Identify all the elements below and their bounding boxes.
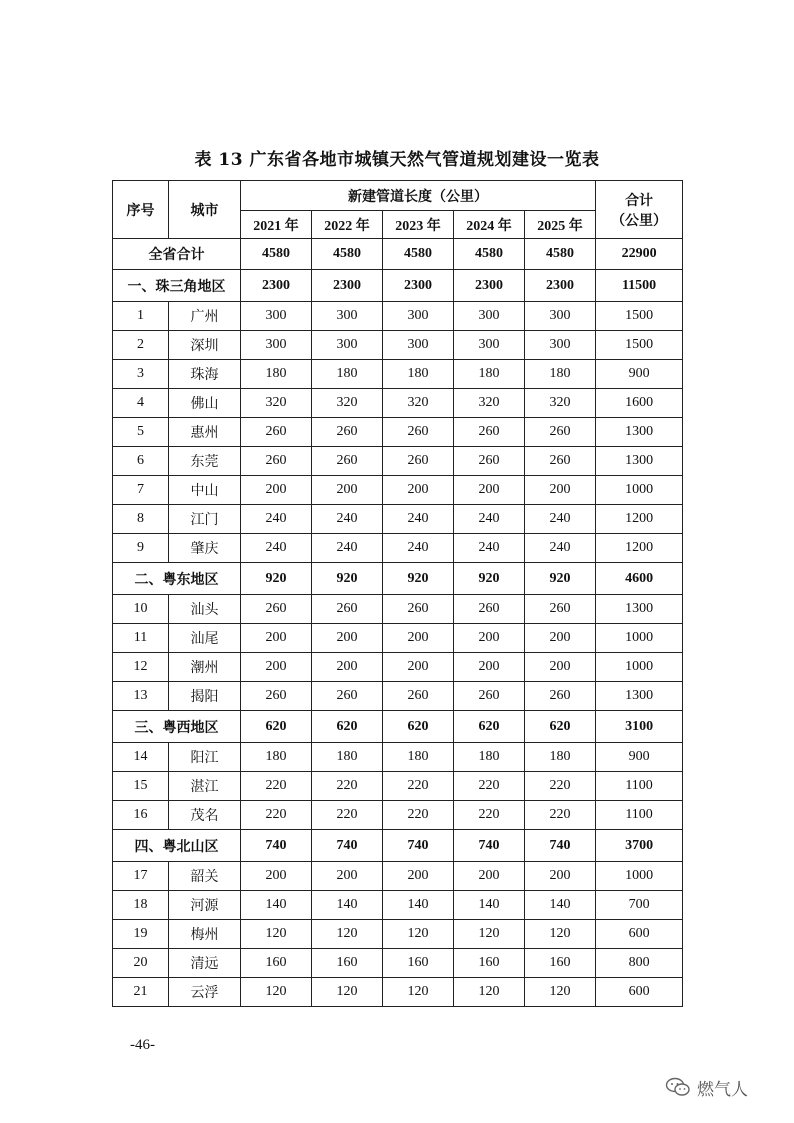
row-value: 180 (454, 360, 525, 389)
row-value: 200 (525, 653, 596, 682)
region-total: 3700 (596, 830, 683, 862)
row-value: 300 (454, 302, 525, 331)
row-value: 240 (383, 505, 454, 534)
row-value: 260 (241, 418, 312, 447)
row-value: 300 (525, 331, 596, 360)
row-value: 240 (454, 534, 525, 563)
region-value: 620 (312, 711, 383, 743)
row-city: 清远 (169, 949, 241, 978)
row-total: 1000 (596, 653, 683, 682)
row-total: 1500 (596, 302, 683, 331)
row-total: 1300 (596, 595, 683, 624)
row-value: 300 (383, 302, 454, 331)
table-row (113, 360, 683, 389)
row-value: 200 (454, 624, 525, 653)
table-row (113, 331, 683, 360)
header-year: 2025 年 (525, 211, 596, 239)
row-value: 220 (312, 772, 383, 801)
row-value: 240 (312, 505, 383, 534)
row-value: 260 (525, 595, 596, 624)
row-city: 揭阳 (169, 682, 241, 711)
page-number: -46- (130, 1037, 155, 1053)
row-value: 120 (312, 920, 383, 949)
region-total: 4600 (596, 563, 683, 595)
row-value: 260 (312, 682, 383, 711)
row-value: 220 (383, 801, 454, 830)
table-row (113, 920, 683, 949)
row-value: 220 (241, 772, 312, 801)
row-total: 900 (596, 360, 683, 389)
row-value: 260 (383, 447, 454, 476)
row-total: 600 (596, 978, 683, 1007)
row-value: 200 (241, 476, 312, 505)
table-row (113, 418, 683, 447)
row-total: 1000 (596, 862, 683, 891)
region-value: 620 (241, 711, 312, 743)
row-seq: 5 (113, 418, 169, 447)
province-total-row (113, 239, 683, 270)
header-total-line1: 合计 (625, 193, 654, 209)
row-value: 260 (383, 682, 454, 711)
row-value: 180 (383, 743, 454, 772)
row-total: 1200 (596, 505, 683, 534)
row-value: 300 (241, 331, 312, 360)
region-label: 一、珠三角地区 (113, 270, 241, 302)
table-row (113, 743, 683, 772)
row-value: 120 (383, 920, 454, 949)
row-value: 320 (312, 389, 383, 418)
row-value: 180 (383, 360, 454, 389)
row-seq: 11 (113, 624, 169, 653)
row-city: 韶关 (169, 862, 241, 891)
row-city: 佛山 (169, 389, 241, 418)
province-total-label: 全省合计 (113, 239, 241, 270)
row-value: 120 (525, 978, 596, 1007)
region-value: 2300 (383, 270, 454, 302)
row-total: 1100 (596, 772, 683, 801)
row-city: 广州 (169, 302, 241, 331)
row-value: 320 (383, 389, 454, 418)
province-total-sum: 22900 (596, 239, 683, 270)
row-seq: 20 (113, 949, 169, 978)
row-value: 220 (454, 772, 525, 801)
region-value: 620 (454, 711, 525, 743)
row-total: 1200 (596, 534, 683, 563)
row-value: 140 (312, 891, 383, 920)
row-value: 180 (241, 743, 312, 772)
row-value: 160 (241, 949, 312, 978)
row-value: 240 (312, 534, 383, 563)
row-value: 220 (383, 772, 454, 801)
row-seq: 4 (113, 389, 169, 418)
row-value: 200 (312, 862, 383, 891)
row-value: 260 (525, 682, 596, 711)
region-row (113, 563, 683, 595)
row-value: 240 (383, 534, 454, 563)
row-value: 200 (312, 624, 383, 653)
row-value: 260 (525, 447, 596, 476)
row-value: 300 (241, 302, 312, 331)
row-value: 240 (454, 505, 525, 534)
row-city: 珠海 (169, 360, 241, 389)
table-row (113, 682, 683, 711)
row-seq: 3 (113, 360, 169, 389)
row-seq: 19 (113, 920, 169, 949)
table-row (113, 653, 683, 682)
region-value: 740 (525, 830, 596, 862)
row-value: 180 (312, 360, 383, 389)
region-value: 920 (241, 563, 312, 595)
row-seq: 16 (113, 801, 169, 830)
table-row (113, 891, 683, 920)
province-total-value: 4580 (241, 239, 312, 270)
row-value: 220 (525, 801, 596, 830)
row-city: 茂名 (169, 801, 241, 830)
page-title: 表 13 广东省各地市城镇天然气管道规划建设一览表 (194, 150, 600, 170)
row-city: 肇庆 (169, 534, 241, 563)
row-seq: 13 (113, 682, 169, 711)
row-value: 140 (525, 891, 596, 920)
row-total: 1000 (596, 624, 683, 653)
row-total: 900 (596, 743, 683, 772)
row-value: 200 (454, 653, 525, 682)
row-seq: 8 (113, 505, 169, 534)
region-value: 2300 (454, 270, 525, 302)
row-value: 260 (241, 447, 312, 476)
row-value: 260 (454, 447, 525, 476)
row-value: 220 (312, 801, 383, 830)
table-row (113, 949, 683, 978)
row-value: 300 (312, 331, 383, 360)
row-city: 深圳 (169, 331, 241, 360)
row-city: 中山 (169, 476, 241, 505)
row-value: 200 (383, 862, 454, 891)
row-city: 江门 (169, 505, 241, 534)
row-value: 260 (241, 595, 312, 624)
row-value: 120 (525, 920, 596, 949)
header-seq: 序号 (113, 181, 169, 239)
row-value: 140 (454, 891, 525, 920)
row-value: 300 (454, 331, 525, 360)
row-value: 120 (241, 920, 312, 949)
row-value: 200 (312, 653, 383, 682)
row-value: 260 (312, 447, 383, 476)
row-seq: 1 (113, 302, 169, 331)
row-value: 260 (383, 418, 454, 447)
row-value: 200 (383, 624, 454, 653)
header-group: 新建管道长度（公里） (241, 181, 596, 211)
table-row (113, 505, 683, 534)
region-value: 920 (383, 563, 454, 595)
row-value: 300 (312, 302, 383, 331)
row-value: 260 (454, 595, 525, 624)
row-seq: 14 (113, 743, 169, 772)
row-city: 河源 (169, 891, 241, 920)
table-row (113, 624, 683, 653)
row-value: 320 (454, 389, 525, 418)
row-seq: 15 (113, 772, 169, 801)
province-total-value: 4580 (525, 239, 596, 270)
row-value: 200 (525, 476, 596, 505)
region-value: 740 (241, 830, 312, 862)
region-row (113, 830, 683, 862)
row-seq: 2 (113, 331, 169, 360)
row-value: 300 (525, 302, 596, 331)
region-total: 11500 (596, 270, 683, 302)
row-seq: 10 (113, 595, 169, 624)
row-value: 200 (525, 862, 596, 891)
table-row (113, 302, 683, 331)
row-seq: 12 (113, 653, 169, 682)
row-city: 东莞 (169, 447, 241, 476)
row-total: 1300 (596, 682, 683, 711)
region-value: 620 (383, 711, 454, 743)
row-seq: 18 (113, 891, 169, 920)
header-year: 2024 年 (454, 211, 525, 239)
row-seq: 6 (113, 447, 169, 476)
region-value: 740 (383, 830, 454, 862)
row-value: 200 (383, 653, 454, 682)
row-value: 200 (454, 476, 525, 505)
region-label: 二、粤东地区 (113, 563, 241, 595)
table-row (113, 978, 683, 1007)
watermark (665, 1072, 748, 1102)
row-value: 260 (241, 682, 312, 711)
row-value: 120 (383, 978, 454, 1007)
table-row (113, 862, 683, 891)
region-value: 740 (454, 830, 525, 862)
table-row (113, 772, 683, 801)
region-row (113, 711, 683, 743)
table-row (113, 447, 683, 476)
row-city: 潮州 (169, 653, 241, 682)
row-value: 200 (312, 476, 383, 505)
row-value: 220 (241, 801, 312, 830)
row-value: 220 (454, 801, 525, 830)
row-total: 700 (596, 891, 683, 920)
row-city: 湛江 (169, 772, 241, 801)
header-year: 2023 年 (383, 211, 454, 239)
header-year: 2022 年 (312, 211, 383, 239)
province-total-value: 4580 (454, 239, 525, 270)
row-value: 200 (383, 476, 454, 505)
row-value: 160 (312, 949, 383, 978)
row-value: 180 (454, 743, 525, 772)
region-value: 2300 (312, 270, 383, 302)
province-total-value: 4580 (312, 239, 383, 270)
wechat-icon (665, 1077, 691, 1097)
row-value: 120 (241, 978, 312, 1007)
row-total: 1100 (596, 801, 683, 830)
region-total: 3100 (596, 711, 683, 743)
region-value: 920 (454, 563, 525, 595)
pipeline-table (112, 180, 683, 1007)
row-city: 汕尾 (169, 624, 241, 653)
row-value: 200 (454, 862, 525, 891)
row-city: 汕头 (169, 595, 241, 624)
row-value: 160 (383, 949, 454, 978)
row-city: 惠州 (169, 418, 241, 447)
row-seq: 17 (113, 862, 169, 891)
row-value: 260 (454, 682, 525, 711)
header-total (596, 181, 683, 239)
row-value: 260 (525, 418, 596, 447)
row-value: 200 (241, 862, 312, 891)
region-value: 2300 (241, 270, 312, 302)
region-value: 2300 (525, 270, 596, 302)
watermark-text: 燃气人 (697, 1079, 748, 1100)
row-seq: 21 (113, 978, 169, 1007)
header-city: 城市 (169, 181, 241, 239)
row-value: 300 (383, 331, 454, 360)
region-label: 四、粤北山区 (113, 830, 241, 862)
table-row (113, 534, 683, 563)
row-value: 260 (312, 418, 383, 447)
row-city: 云浮 (169, 978, 241, 1007)
table-body (113, 239, 683, 1007)
row-value: 120 (454, 978, 525, 1007)
row-total: 800 (596, 949, 683, 978)
row-value: 240 (241, 534, 312, 563)
row-value: 200 (525, 624, 596, 653)
row-value: 260 (383, 595, 454, 624)
region-value: 920 (312, 563, 383, 595)
row-value: 180 (525, 360, 596, 389)
row-value: 200 (241, 653, 312, 682)
row-value: 240 (241, 505, 312, 534)
row-total: 1300 (596, 418, 683, 447)
region-label: 三、粤西地区 (113, 711, 241, 743)
row-total: 1600 (596, 389, 683, 418)
row-seq: 7 (113, 476, 169, 505)
row-city: 梅州 (169, 920, 241, 949)
region-value: 920 (525, 563, 596, 595)
table-row (113, 595, 683, 624)
row-value: 180 (241, 360, 312, 389)
table-row (113, 801, 683, 830)
row-total: 1300 (596, 447, 683, 476)
row-value: 140 (383, 891, 454, 920)
row-value: 240 (525, 505, 596, 534)
row-seq: 9 (113, 534, 169, 563)
row-value: 200 (241, 624, 312, 653)
row-value: 240 (525, 534, 596, 563)
row-value: 160 (454, 949, 525, 978)
row-total: 1000 (596, 476, 683, 505)
row-value: 180 (312, 743, 383, 772)
row-value: 120 (312, 978, 383, 1007)
table-row (113, 476, 683, 505)
table-row (113, 389, 683, 418)
province-total-value: 4580 (383, 239, 454, 270)
row-value: 220 (525, 772, 596, 801)
row-city: 阳江 (169, 743, 241, 772)
header-total-line2: （公里） (611, 213, 668, 229)
row-value: 260 (312, 595, 383, 624)
row-total: 600 (596, 920, 683, 949)
region-value: 740 (312, 830, 383, 862)
header-year: 2021 年 (241, 211, 312, 239)
region-value: 620 (525, 711, 596, 743)
row-total: 1500 (596, 331, 683, 360)
region-row (113, 270, 683, 302)
row-value: 320 (525, 389, 596, 418)
row-value: 120 (454, 920, 525, 949)
row-value: 140 (241, 891, 312, 920)
row-value: 180 (525, 743, 596, 772)
row-value: 160 (525, 949, 596, 978)
row-value: 260 (454, 418, 525, 447)
row-value: 320 (241, 389, 312, 418)
